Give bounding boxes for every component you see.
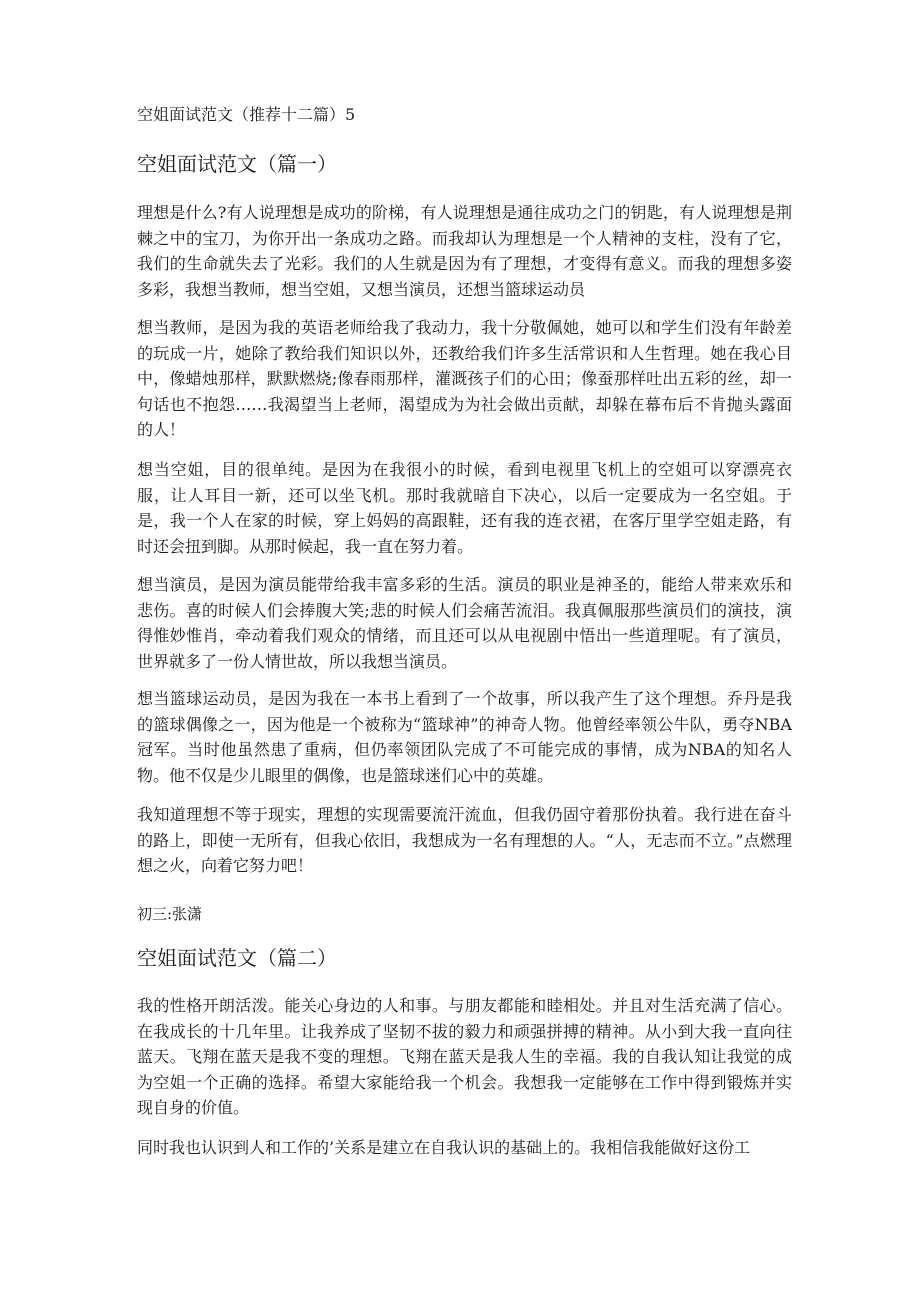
paragraph: 理想是什么?有人说理想是成功的阶梯，有人说理想是通往成功之门的钥匙，有人说理想是荆棘之中的宝刀，为你开出一条成功之路。而我却认为理想是一个人精神的支柱，没有了它，我们的生命就失去了光彩。我们的人生就是因为有了理想，才变得有意义。而我的理想多姿多彩，我想当教师，想当空姐，又想当演员，还想当篮球运动员: [137, 203, 792, 299]
paragraph: 想当演员，是因为演员能带给我丰富多彩的生活。演员的职业是神圣的，能给人带来欢乐和悲伤。喜的时候人们会捧腹大笑;悲的时候人们会痛苦流泪。我真佩服那些演员们的演技，演得惟妙惟肖，牵动着我们观众的情绪，而且还可以从电视剧中悟出一些道理呢。有了演员，世界就多了一份人情世故，所以我想当演员。: [137, 575, 792, 671]
paragraph: 想当教师，是因为我的英语老师给我了我动力，我十分敬佩她，她可以和学生们没有年龄差的玩成一片，她除了教给我们知识以外，还教给我们许多生活常识和人生哲理。她在我心目中，像蜡烛那样，默默燃烧;像春雨那样，灌溉孩子们的心田；像蚕那样吐出五彩的丝，却一句话也不抱怨……我渴望当上老师，渴望成为为社会做出贡献，却躲在幕布后不肯抛头露面的人！: [137, 318, 792, 440]
author-signature: 初三:张潇: [137, 905, 203, 923]
paragraph: 同时我也认识到人和工作的’关系是建立在自我认识的基础上的。我相信我能做好这份工: [137, 1138, 751, 1157]
document-title: 空姐面试范文（推荐十二篇）5: [137, 105, 356, 124]
section-heading-2: 空姐面试范文（篇二）: [137, 946, 337, 970]
paragraph: 我知道理想不等于现实，理想的实现需要流汗流血，但我仍固守着那份执着。我行进在奋斗的路上，即使一无所有，但我心依旧，我想成为一名有理想的人。“人，无志而不立。”点燃理想之火，向着它努力吧！: [137, 805, 792, 876]
paragraph: 我的性格开朗活泼。能关心身边的人和事。与朋友都能和睦相处。并且对生活充满了信心。在我成长的十几年里。让我养成了坚韧不拔的毅力和顽强拼搏的精神。从小到大我一直向往蓝天。飞翔在蓝天是我不变的理想。飞翔在蓝天是我人生的幸福。我的自我认知让我觉的成为空姐一个正确的选择。希望大家能给我一个机会。我想我一定能够在工作中得到锻炼并实现自身的价值。: [137, 996, 792, 1118]
section-heading-1: 空姐面试范文（篇一）: [137, 152, 337, 176]
paragraph: 想当篮球运动员，是因为我在一本书上看到了一个故事，所以我产生了这个理想。乔丹是我的篮球偶像之一，因为他是一个被称为“篮球神”的神奇人物。他曾经率领公牛队，勇夺NBA冠军。当时他虽然患了重病，但仍率领团队完成了不可能完成的事情，成为NBA的知名人物。他不仅是少儿眼里的偶像，也是篮球迷们心中的英雄。: [137, 689, 792, 785]
paragraph: 想当空姐，目的很单纯。是因为在我很小的时候，看到电视里飞机上的空姐可以穿漂亮衣服，让人耳目一新，还可以坐飞机。那时我就暗自下决心，以后一定要成为一名空姐。于是，我一个人在家的时候，穿上妈妈的高跟鞋，还有我的连衣裙，在客厅里学空姐走路，有时还会扭到脚。从那时候起，我一直在努力着。: [137, 460, 792, 556]
